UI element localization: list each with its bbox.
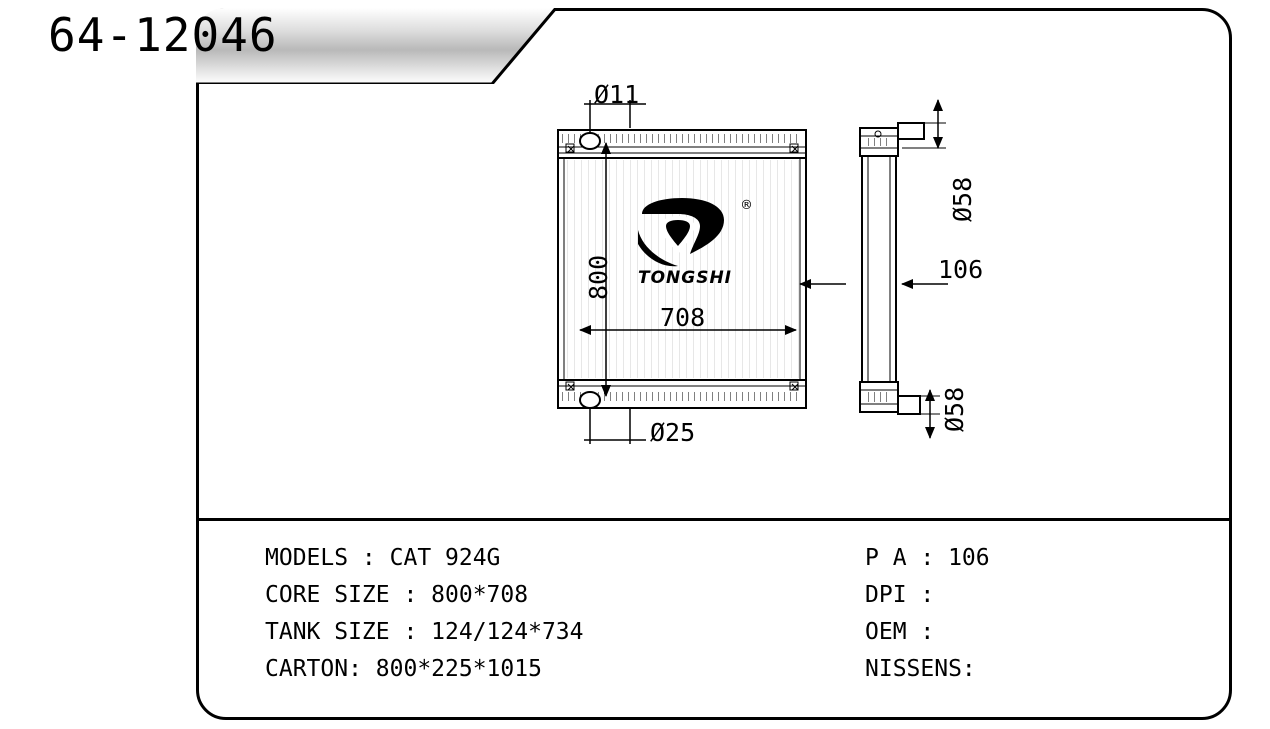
spec-row-models: MODELS : CAT 924G [265, 545, 501, 571]
dim-label-inlet-diameter: Ø11 [594, 80, 640, 109]
dim-label-tank-bottom-diameter: Ø58 [940, 386, 969, 432]
spec-table-divider [198, 518, 1230, 521]
spec-row-oem: OEM : [865, 619, 935, 645]
dim-label-tank-depth: 106 [938, 255, 984, 284]
side-view [860, 123, 924, 414]
brand-name: TONGSHI [637, 268, 733, 288]
dim-label-core-width: 708 [660, 303, 706, 332]
spec-column-right [865, 540, 1205, 688]
spec-column-left [265, 540, 825, 688]
spec-row-nissens: NISSENS: [865, 656, 976, 682]
registered-mark-icon: ® [742, 196, 752, 214]
dim-label-tank-top-diameter: Ø58 [948, 176, 977, 222]
spec-row-tank-size: TANK SIZE : 124/124*734 [265, 619, 584, 645]
spec-row-pa: P A : 106 [865, 545, 990, 571]
dim-label-core-height: 800 [584, 254, 613, 300]
front-view-bottom-tank [558, 380, 806, 408]
spec-row-carton: CARTON: 800*225*1015 [265, 656, 542, 682]
dim-outlet-leader [584, 408, 646, 444]
spec-row-core-size: CORE SIZE : 800*708 [265, 582, 529, 608]
dim-label-outlet-diameter: Ø25 [650, 418, 696, 447]
front-view-top-tank [558, 130, 806, 158]
spec-row-dpi: DPI : [865, 582, 935, 608]
part-number: 64-12046 [48, 8, 278, 62]
